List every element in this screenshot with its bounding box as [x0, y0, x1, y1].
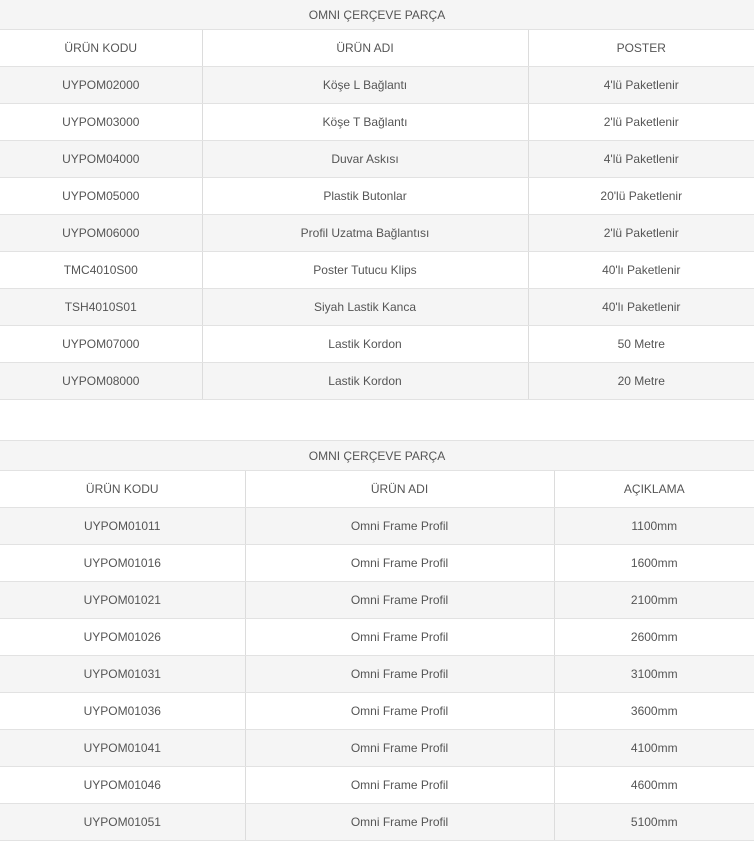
table-row: [0, 289, 754, 326]
product-code-cell: UYPOM08000: [0, 363, 202, 400]
product-detail-cell: 2'lü Paketlenir: [528, 215, 754, 252]
table-row: [0, 693, 754, 730]
column-header-name: ÜRÜN ADI: [245, 471, 554, 508]
parts-table-posters: [0, 0, 754, 400]
product-detail-cell: 20 Metre: [528, 363, 754, 400]
parts-table-profiles: [0, 440, 754, 841]
product-detail-cell: 4100mm: [554, 730, 754, 767]
product-code-cell: UYPOM01016: [0, 545, 245, 582]
product-code-cell: UYPOM05000: [0, 178, 202, 215]
product-name-cell: Siyah Lastik Kanca: [202, 289, 528, 326]
product-code-cell: UYPOM01026: [0, 619, 245, 656]
table-title: OMNI ÇERÇEVE PARÇA: [0, 0, 754, 30]
table-row: [0, 767, 754, 804]
product-name-cell: Köşe L Bağlantı: [202, 67, 528, 104]
product-name-cell: Köşe T Bağlantı: [202, 104, 528, 141]
product-name-cell: Omni Frame Profil: [245, 619, 554, 656]
product-detail-cell: 2100mm: [554, 582, 754, 619]
product-name-cell: Profil Uzatma Bağlantısı: [202, 215, 528, 252]
product-code-cell: UYPOM01041: [0, 730, 245, 767]
product-code-cell: UYPOM03000: [0, 104, 202, 141]
product-name-cell: Omni Frame Profil: [245, 582, 554, 619]
table-spacer: [0, 400, 754, 440]
table-row: [0, 363, 754, 400]
table-row: [0, 619, 754, 656]
product-name-cell: Omni Frame Profil: [245, 767, 554, 804]
product-detail-cell: 40'lı Paketlenir: [528, 252, 754, 289]
table-header-row: [0, 471, 754, 508]
product-name-cell: Omni Frame Profil: [245, 730, 554, 767]
product-detail-cell: 4'lü Paketlenir: [528, 67, 754, 104]
product-detail-cell: 4600mm: [554, 767, 754, 804]
product-detail-cell: 1600mm: [554, 545, 754, 582]
product-detail-cell: 1100mm: [554, 508, 754, 545]
product-detail-cell: 3100mm: [554, 656, 754, 693]
product-code-cell: UYPOM02000: [0, 67, 202, 104]
product-code-cell: TSH4010S01: [0, 289, 202, 326]
table-row: [0, 545, 754, 582]
product-code-cell: UYPOM07000: [0, 326, 202, 363]
product-name-cell: Omni Frame Profil: [245, 804, 554, 841]
table-row: [0, 656, 754, 693]
column-header-code: ÜRÜN KODU: [0, 30, 202, 67]
product-detail-cell: 2'lü Paketlenir: [528, 104, 754, 141]
table-title: OMNI ÇERÇEVE PARÇA: [0, 441, 754, 471]
product-name-cell: Omni Frame Profil: [245, 656, 554, 693]
table-title-row: [0, 0, 754, 30]
column-header-name: ÜRÜN ADI: [202, 30, 528, 67]
product-detail-cell: 20'lü Paketlenir: [528, 178, 754, 215]
table-row: [0, 215, 754, 252]
product-detail-cell: 50 Metre: [528, 326, 754, 363]
product-code-cell: TMC4010S00: [0, 252, 202, 289]
table-row: [0, 730, 754, 767]
product-name-cell: Duvar Askısı: [202, 141, 528, 178]
table-row: [0, 104, 754, 141]
table-row: [0, 326, 754, 363]
product-name-cell: Lastik Kordon: [202, 363, 528, 400]
product-name-cell: Plastik Butonlar: [202, 178, 528, 215]
table-row: [0, 141, 754, 178]
product-detail-cell: 2600mm: [554, 619, 754, 656]
product-code-cell: UYPOM04000: [0, 141, 202, 178]
table-header-row: [0, 30, 754, 67]
column-header-detail: AÇIKLAMA: [554, 471, 754, 508]
column-header-detail: POSTER: [528, 30, 754, 67]
table-row: [0, 804, 754, 841]
parts-table-body: [0, 0, 754, 400]
product-name-cell: Omni Frame Profil: [245, 545, 554, 582]
table-row: [0, 252, 754, 289]
product-name-cell: Omni Frame Profil: [245, 508, 554, 545]
product-name-cell: Omni Frame Profil: [245, 693, 554, 730]
table-row: [0, 508, 754, 545]
product-code-cell: UYPOM01051: [0, 804, 245, 841]
product-detail-cell: 4'lü Paketlenir: [528, 141, 754, 178]
product-detail-cell: 3600mm: [554, 693, 754, 730]
product-code-cell: UYPOM01036: [0, 693, 245, 730]
product-code-cell: UYPOM01046: [0, 767, 245, 804]
table-row: [0, 178, 754, 215]
product-detail-cell: 5100mm: [554, 804, 754, 841]
column-header-code: ÜRÜN KODU: [0, 471, 245, 508]
product-code-cell: UYPOM06000: [0, 215, 202, 252]
product-name-cell: Lastik Kordon: [202, 326, 528, 363]
product-name-cell: Poster Tutucu Klips: [202, 252, 528, 289]
product-code-cell: UYPOM01021: [0, 582, 245, 619]
profiles-table-body: [0, 441, 754, 841]
product-code-cell: UYPOM01031: [0, 656, 245, 693]
product-code-cell: UYPOM01011: [0, 508, 245, 545]
table-row: [0, 582, 754, 619]
table-row: [0, 67, 754, 104]
product-detail-cell: 40'lı Paketlenir: [528, 289, 754, 326]
table-title-row: [0, 441, 754, 471]
